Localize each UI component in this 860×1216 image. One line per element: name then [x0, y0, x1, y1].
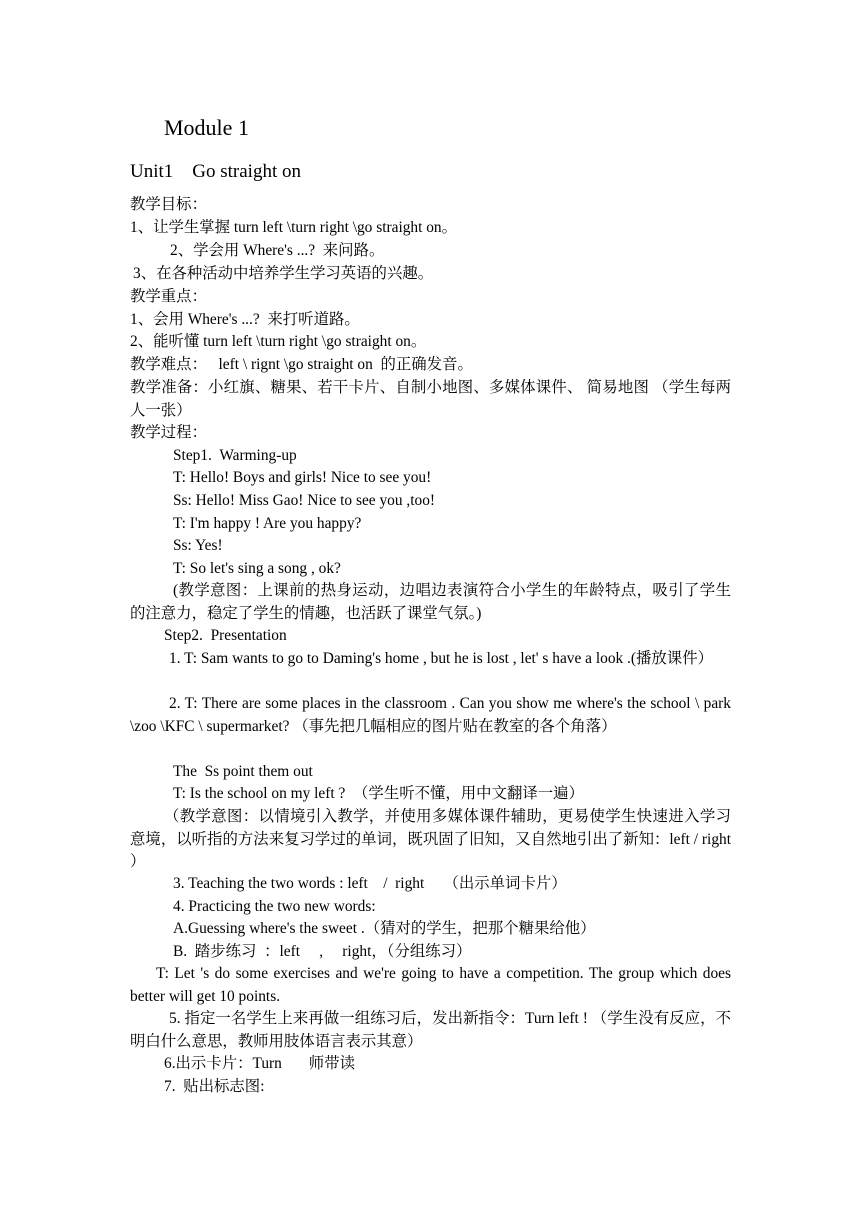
dialog-line: T: I'm happy ! Are you happy?: [173, 515, 362, 532]
step2-item-4: 4. Practicing the two new words:: [173, 898, 376, 915]
step2-item-5: 5. 指定一名学生上来再做一组练习后，发出新指令：Turn left ! （学生没有反应，不明白什么意思，教师用肢体语言表示其意）: [130, 1010, 731, 1050]
dialog-line: T: Hello! Boys and girls! Nice to see you!: [173, 469, 432, 486]
step2-item-7: 7. 贴出标志图:: [164, 1078, 265, 1095]
process-label: 教学过程：: [130, 424, 207, 441]
step2-item-2: 2. T: There are some places in the classroom . Can you show me where's the school \ park \zoo \KFC \ supermarket? （事先把几幅相应的图片贴在教室的各个角落）: [130, 695, 731, 735]
objective-3: 3、在各种活动中培养学生学习英语的兴趣。: [133, 265, 434, 282]
step2-item-3: 3. Teaching the two words : left / right （出示单词卡片）: [173, 875, 567, 892]
objective-1: 1、让学生掌握 turn left \turn right \go straight on。: [130, 219, 458, 236]
module-title: Module 1: [164, 115, 249, 140]
point-out-line: The Ss point them out: [173, 763, 313, 780]
step2-intent: （教学意图：以情境引入教学，并使用多媒体课件辅助，更易使学生快速进入学习意境，以听指的方法来复习学过的单词，既巩固了旧知，又自然地引出了新知：left / right ）: [130, 808, 731, 871]
step2-item-4b: B. 踏步练习 ：left , right，（分组练习）: [173, 943, 472, 960]
key-points-label: 教学重点：: [130, 288, 207, 305]
objective-2: 2、学会用 Where's ...? 来问路。: [170, 242, 385, 259]
question-line: T: Is the school on my left ? （学生听不懂，用中文翻译一遍）: [173, 785, 584, 802]
step1-heading: Step1. Warming-up: [173, 447, 297, 464]
competition-paragraph: T: Let 's do some exercises and we're going to have a competition. The group which does better will get 10 points.: [130, 965, 731, 1005]
objectives-label: 教学目标：: [130, 196, 207, 213]
dialog-line: Ss: Yes!: [173, 537, 223, 554]
key-point-2: 2、能听懂 turn left \turn right \go straight on。: [130, 333, 427, 350]
step1-intent: (教学意图：上课前的热身运动，边唱边表演符合小学生的年龄特点，吸引了学生的注意力，稳定了学生的情趣，也活跃了课堂气氛。): [130, 582, 731, 622]
step2-item-1: 1. T: Sam wants to go to Daming's home , but he is lost , let' s have a look .(播放课件）: [169, 650, 713, 667]
dialog-line: Ss: Hello! Miss Gao! Nice to see you ,too!: [173, 492, 436, 509]
preparation-paragraph: 教学准备：小红旗、糖果、若干卡片、自制小地图、多媒体课件、 简易地图 （学生每两人一张）: [130, 379, 731, 419]
step2-heading: Step2. Presentation: [164, 627, 287, 644]
step2-item-6: 6.出示卡片：Turn 师带读: [164, 1055, 355, 1072]
key-point-1: 1、会用 Where's ...? 来打听道路。: [130, 311, 360, 328]
step2-item-4a: A.Guessing where's the sweet .（猜对的学生，把那个糖果给他）: [173, 920, 596, 937]
dialog-line: T: So let's sing a song , ok?: [173, 560, 341, 577]
unit-title: Unit1 Go straight on: [130, 161, 301, 182]
difficulty: 教学难点： left \ rignt \go straight on 的正确发音。: [130, 356, 473, 373]
